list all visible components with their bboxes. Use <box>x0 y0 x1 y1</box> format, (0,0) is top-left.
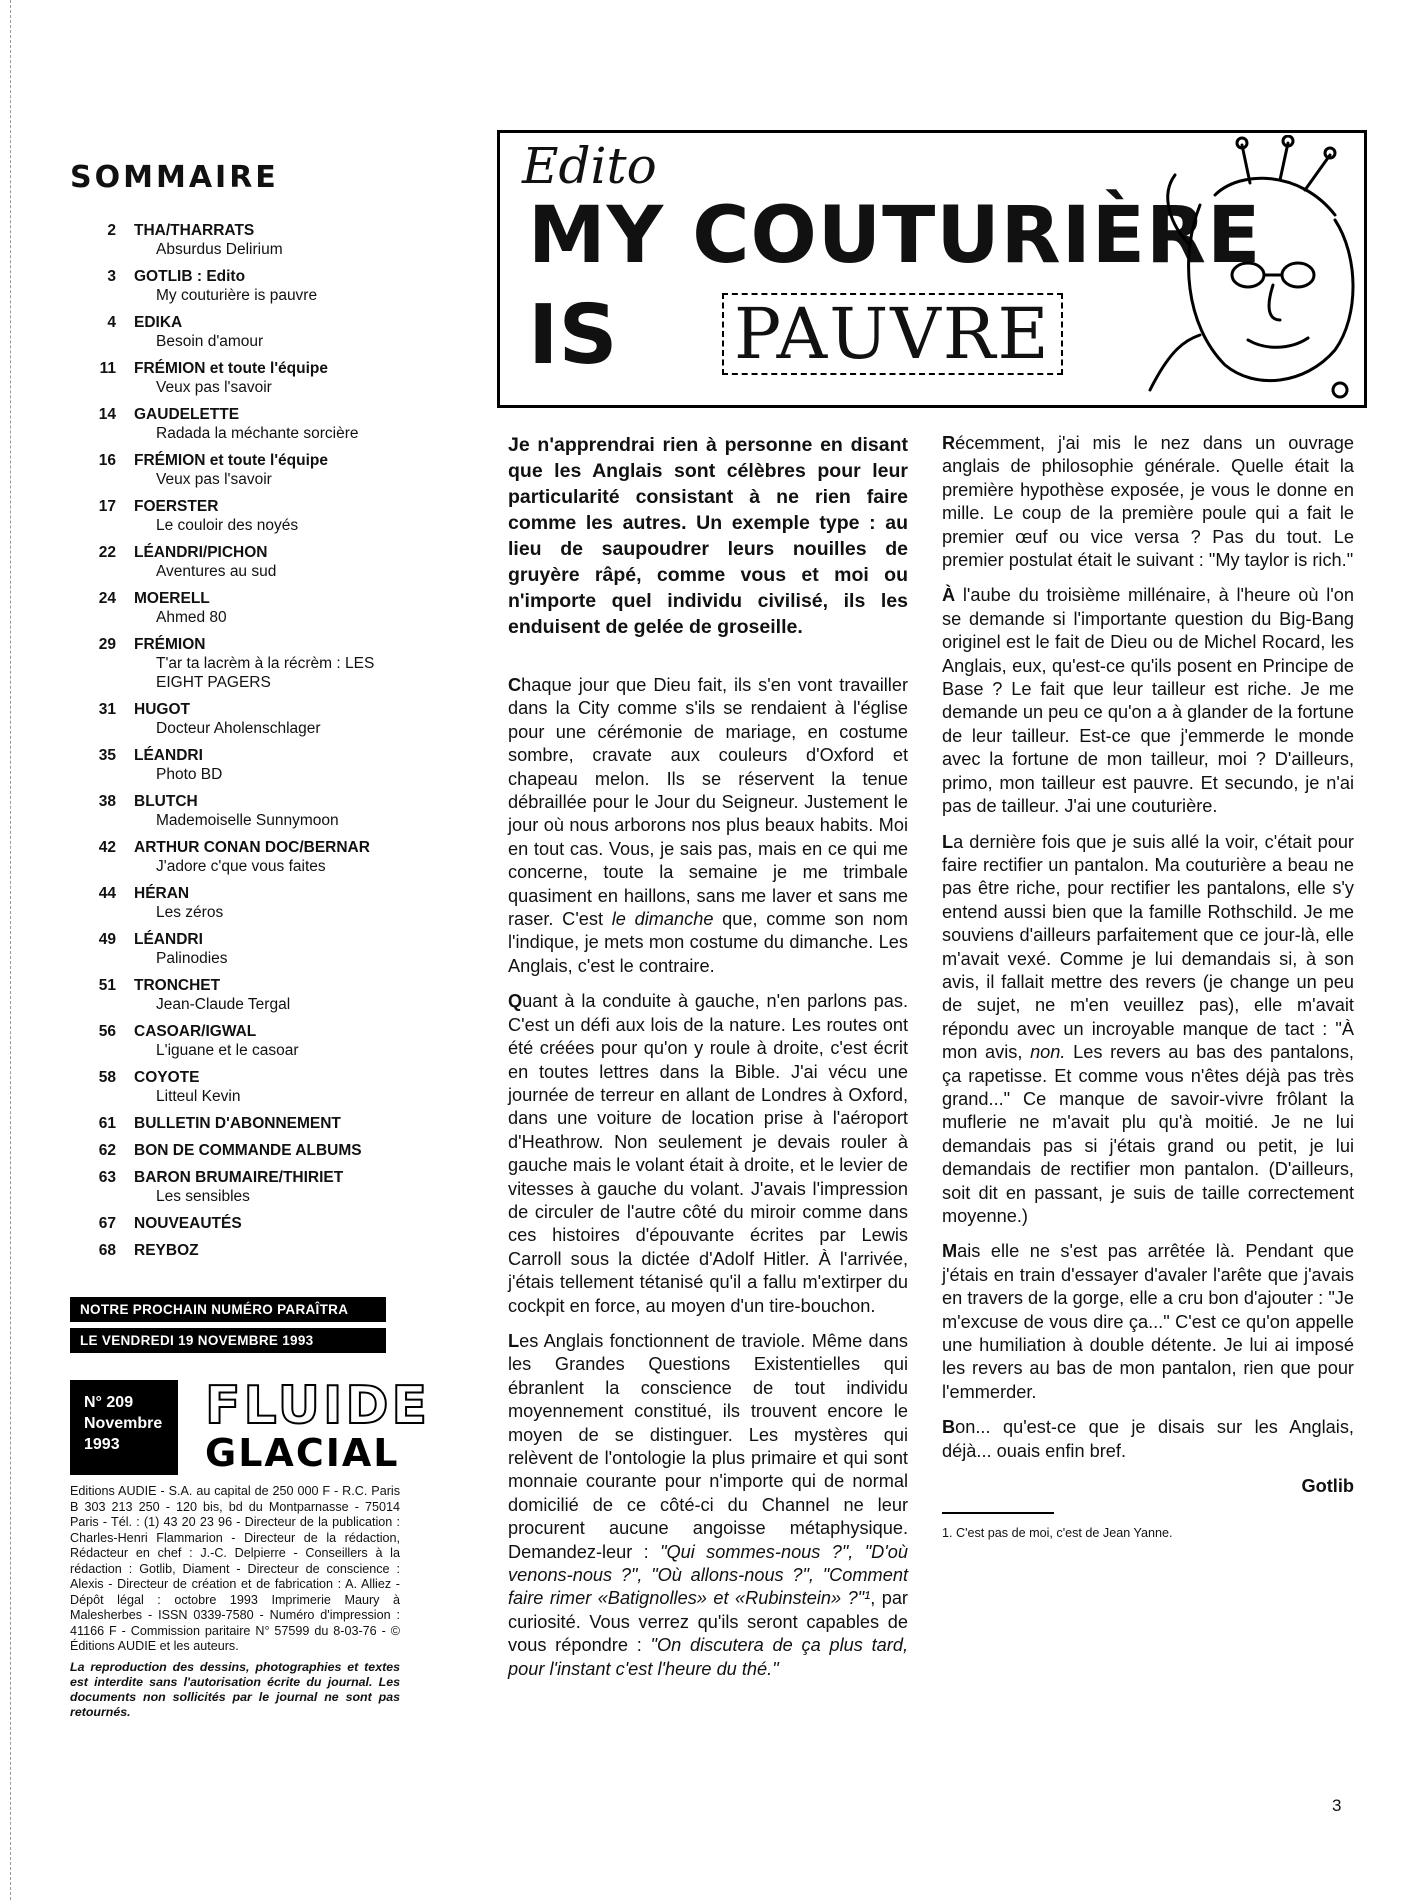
sommaire-item <box>70 838 405 876</box>
paragraph-text: ais elle ne s'est pas arrêtée là. Pendant que j'étais en train d'essayer d'avaler l'arête que j'avais en travers de la gorge, elle a cru bon d'ajouter : "Je m'excuse de vous dire ça..." C'est ce qu'on appelle une humiliation à double détente. Je lui ai imposé les revers au bas de mon pantalon, rien que pour l'emmerder. <box>942 1241 1354 1402</box>
sommaire-item <box>70 635 405 692</box>
sommaire-page-number: 68 <box>98 1242 116 1259</box>
sommaire-page-number: 29 <box>98 636 116 653</box>
page-number: 3 <box>1332 1796 1342 1815</box>
sommaire-page-number: 11 <box>99 360 116 377</box>
paragraph-text: on... qu'est-ce que je disais sur les Anglais, déjà... ouais enfin bref. <box>942 1417 1354 1461</box>
sommaire-entry-text <box>134 976 405 1014</box>
sommaire-author: LÉANDRI <box>134 747 203 764</box>
sommaire-entry-text <box>134 930 405 968</box>
logo-line-1: FLUIDE <box>205 1376 431 1436</box>
sommaire-story: My couturière is pauvre <box>156 287 318 304</box>
sommaire-page-number: 56 <box>98 1023 116 1040</box>
drop-letter: M <box>942 1241 958 1262</box>
sommaire-entry-text <box>134 1168 405 1206</box>
sommaire-item <box>70 267 405 305</box>
sommaire-entry-text <box>134 589 405 627</box>
article-signature: Gotlib <box>1301 1476 1354 1497</box>
article-paragraph-5 <box>942 584 1354 818</box>
sommaire-story: Palinodies <box>156 950 228 967</box>
sommaire-story: Photo BD <box>156 766 223 783</box>
drop-letter: R <box>942 433 956 453</box>
sommaire-item <box>70 543 405 581</box>
sommaire-page-number: 17 <box>98 498 116 515</box>
edito-header <box>497 130 1367 408</box>
sommaire-item <box>70 221 405 259</box>
drop-letter: Q <box>508 991 523 1012</box>
sommaire-page-number: 22 <box>98 544 116 561</box>
paragraph-text: l'aube du troisième millénaire, à l'heure où l'on se demande si l'importante question du Big-Bang originel est le fait de Dieu ou de Michel Rocard, les Anglais, eux, qu'est-ce qu'ils posent en Principe de Base ? Le fait que leur tailleur est riche. Je me demande un peu ce qu'on a à glander de la fortune de leur tailleur. Est-ce que j'emmerde le monde avec la fortune de mon tailleur, moi ? D'ailleurs, primo, mon tailleur est pauvre. Et secundo, je n'ai pas de tailleur. J'ai une couturière. <box>942 585 1354 817</box>
sommaire-item <box>70 1168 405 1206</box>
paragraph-italic: "Qui sommes-nous ?", "D'où venons-nous ?", "Où allons-nous ?", "Comment faire rimer «Batignolles» et «Rubinstein» ?"¹ <box>508 1541 908 1609</box>
sommaire-story: Veux pas l'savoir <box>156 471 272 488</box>
article-lead: Je n'apprendrai rien à personne en disant que les Anglais sont célèbres pour leur particularité consistant à ne rien faire comme les autres. Un exemple type : au lieu de saupoudrer leurs nouilles de gruyère râpé, comme vous et moi ou n'importe quel individu civilisé, ils les enduisent de gelée de groseille. <box>508 434 908 638</box>
sommaire-item <box>70 1068 405 1106</box>
sommaire-page-number: 67 <box>98 1215 116 1232</box>
sommaire-entry-text <box>134 313 405 351</box>
drop-letter: À <box>942 585 956 606</box>
sommaire-author: FRÉMION <box>134 636 206 653</box>
edito-title-is: IS <box>528 288 618 383</box>
sommaire-page-number: 44 <box>98 885 116 902</box>
sommaire-page-number: 38 <box>98 793 116 810</box>
sommaire-story: T'ar ta lacrèm à la récrèm : LES EIGHT PAGERS <box>156 655 375 691</box>
sommaire-author: COYOTE <box>134 1069 200 1086</box>
sommaire-author: FOERSTER <box>134 498 219 515</box>
sommaire-entry-text <box>134 221 405 259</box>
sommaire-story: Aventures au sud <box>156 563 277 580</box>
sommaire-entry-text <box>134 543 405 581</box>
sommaire-story: J'adore c'que vous faites <box>156 858 326 875</box>
sommaire-item <box>70 930 405 968</box>
drop-letter: L <box>942 831 954 852</box>
logo-line-2: GLACIAL <box>205 1431 400 1475</box>
article-column-1 <box>508 432 908 1693</box>
sommaire-entry-text <box>134 792 405 830</box>
sommaire-entry-text <box>134 267 405 305</box>
sommaire-section <box>70 160 405 1268</box>
sommaire-author: HUGOT <box>134 701 190 718</box>
article-paragraph-6 <box>942 831 1354 1229</box>
sommaire-entry-text <box>134 1022 405 1060</box>
sommaire-entry-text <box>134 1068 405 1106</box>
sommaire-entry-text <box>134 1114 405 1133</box>
sommaire-author: ARTHUR CONAN DOC/BERNAR <box>134 839 370 856</box>
sommaire-title: SOMMAIRE <box>70 160 279 195</box>
sommaire-author: BON DE COMMANDE ALBUMS <box>134 1142 362 1159</box>
sommaire-list <box>70 221 405 1260</box>
sommaire-entry-text <box>134 1141 405 1160</box>
sommaire-entry-text <box>134 451 405 489</box>
issue-info-box <box>70 1380 178 1475</box>
sommaire-author: FRÉMION et toute l'équipe <box>134 452 328 469</box>
sommaire-entry-text <box>134 405 405 443</box>
drop-letter: B <box>942 1417 956 1438</box>
article-footnote: 1. C'est pas de moi, c'est de Jean Yanne. <box>942 1526 1173 1541</box>
sommaire-item <box>70 451 405 489</box>
sommaire-item <box>70 976 405 1014</box>
sommaire-story: Litteul Kevin <box>156 1088 241 1105</box>
sommaire-item <box>70 1141 405 1160</box>
sommaire-story: Ahmed 80 <box>156 609 227 626</box>
sommaire-story: Mademoiselle Sunnymoon <box>156 812 339 829</box>
article-paragraph-3 <box>508 1330 908 1681</box>
sommaire-page-number: 63 <box>98 1169 116 1186</box>
sommaire-story: L'iguane et le casoar <box>156 1042 299 1059</box>
legal-notice: La reproduction des dessins, photographies et textes est interdite sans l'autorisation écrite du journal. Les documents non sollicités par le journal ne sont pas retournés. <box>70 1660 400 1719</box>
article-column-2 <box>942 432 1354 1553</box>
paragraph-italic: non. <box>1030 1042 1066 1063</box>
sommaire-item <box>70 359 405 397</box>
paragraph-italic: "On discutera de ça plus tard, pour l'instant c'est l'heure du thé." <box>508 1635 908 1679</box>
article-paragraph-7 <box>942 1240 1354 1404</box>
sommaire-author: CASOAR/IGWAL <box>134 1023 257 1040</box>
paragraph-italic: le dimanche <box>611 909 714 930</box>
sommaire-story: Besoin d'amour <box>156 333 264 350</box>
next-issue-line-2: LE VENDREDI 19 NOVEMBRE 1993 <box>70 1328 386 1353</box>
sommaire-author: EDIKA <box>134 314 183 331</box>
next-issue-line-1: NOTRE PROCHAIN NUMÉRO PARAÎTRA <box>70 1297 386 1322</box>
sommaire-entry-text <box>134 497 405 535</box>
paragraph-text: écemment, j'ai mis le nez dans un ouvrage anglais de philosophie générale. Quelle était la première hypothèse exposée, je vous le donne en mille. Le coup de la première poule qui a fait le premier œuf ou vice versa ? Pas du tout. Le premier postulat était le suivant : "My taylor is rich." <box>942 433 1354 571</box>
sommaire-story: Les sensibles <box>156 1188 250 1205</box>
issue-number: N° 209 <box>84 1394 134 1411</box>
sommaire-page-number: 61 <box>98 1115 116 1132</box>
sommaire-item <box>70 1114 405 1133</box>
sommaire-entry-text <box>134 700 405 738</box>
issue-month: Novembre <box>84 1415 163 1432</box>
sommaire-page-number: 24 <box>98 590 116 607</box>
sommaire-entry-text <box>134 746 405 784</box>
edito-title-line-1: MY COUTURIÈRE <box>528 191 1262 281</box>
sommaire-author: BULLETIN D'ABONNEMENT <box>134 1115 341 1132</box>
sommaire-page-number: 42 <box>98 839 116 856</box>
paragraph-text: a dernière fois que je suis allé la voir, c'était pour faire rectifier un pantalon. Ma couturière a beau ne pas être riche, pour rectifier les pantalons, elle s'y entend aussi bien que la famille Rothschild. Je me souviens d'ailleurs parfaitement que ce jour-là, elle m'avait vexé. Comme je lui demandais si, à son avis, il fallait mettre des revers (je change un peu de sujet, ne m'en veuillez pas), elle m'avait répondu avec un incroyable manque de tact : "À mon avis, <box>942 831 1354 1063</box>
sommaire-item <box>70 1241 405 1260</box>
sommaire-item <box>70 1214 405 1233</box>
edito-label: Edito <box>522 137 657 195</box>
sommaire-entry-text <box>134 1214 405 1233</box>
sommaire-story: Absurdus Delirium <box>156 241 283 258</box>
sommaire-entry-text <box>134 635 405 692</box>
crop-guide-line <box>10 0 11 1900</box>
sommaire-author: THA/THARRATS <box>134 222 255 239</box>
article-paragraph-8 <box>942 1416 1354 1463</box>
paragraph-text: es Anglais fonctionnent de traviole. Même dans les Grandes Questions Existentielles qui ébranlent la conscience de tout individu moyennement constitué, ils trouvent encore le moyen de se distinguer. Les mystères qui relèvent de l'ontologie la plus primaire et qui sont monnaie courante pour n'importe qui de normal domicilié de ce côté-ci du Channel ne leur procurent aucune angoisse métaphysique. Demandez-leur : <box>508 1330 908 1562</box>
article-paragraph-1 <box>508 674 908 978</box>
sommaire-page-number: 31 <box>98 701 116 718</box>
sommaire-author: REYBOZ <box>134 1242 199 1259</box>
sommaire-entry-text <box>134 1241 405 1260</box>
article-paragraph-4 <box>942 432 1354 572</box>
sommaire-story: Veux pas l'savoir <box>156 379 272 396</box>
sommaire-story: Docteur Aholenschlager <box>156 720 321 737</box>
sommaire-author: GOTLIB : Edito <box>134 268 246 285</box>
sommaire-page-number: 4 <box>107 314 116 331</box>
sommaire-page-number: 35 <box>98 747 116 764</box>
sommaire-item <box>70 792 405 830</box>
sommaire-author: HÉRAN <box>134 885 190 902</box>
drop-letter: L <box>508 1330 520 1351</box>
paragraph-text: haque jour que Dieu fait, ils s'en vont travailler dans la City comme s'ils se rendaient à l'église pour une cérémonie de mariage, en costume sombre, cravate aux couleurs d'Oxford et chapeau melon. Ils se réservent la tenue débraillée pour le Jour du Seigneur. Justement le jour où nous arborons nos plus beaux habits. Moi en tout cas. Vous, je sais pas, mais en ce qui me concerne, toute la semaine je me trimbale quasiment en haillons, sans me laver et sans me raser. C'est <box>508 675 908 930</box>
sommaire-author: GAUDELETTE <box>134 406 240 423</box>
footnote-divider <box>942 1512 1054 1514</box>
sommaire-page-number: 49 <box>98 931 116 948</box>
fluide-glacial-logo <box>205 1376 431 1478</box>
sommaire-entry-text <box>134 884 405 922</box>
sommaire-item <box>70 884 405 922</box>
sommaire-author: BLUTCH <box>134 793 198 810</box>
paragraph-text: Les revers au bas des pantalons, ça rapetisse. Et comme vous n'êtes déjà pas très grand..." Ce manque de savoir-vivre frôlant la muflerie ne m'avait plu qu'à moitié. Je ne lui demandais pas si j'étais grand ou petit, je lui demandais de rectifier mon pantalon. (D'ailleurs, soit dit en passant, je suis de taille correctement moyenne.) <box>942 1042 1354 1226</box>
sommaire-author: BARON BRUMAIRE/THIRIET <box>134 1169 344 1186</box>
sommaire-story: Jean-Claude Tergal <box>156 996 291 1013</box>
sommaire-author: FRÉMION et toute l'équipe <box>134 360 328 377</box>
sommaire-page-number: 51 <box>98 977 116 994</box>
next-issue-notice <box>70 1297 386 1359</box>
sommaire-item <box>70 746 405 784</box>
paragraph-text: uant à la conduite à gauche, n'en parlons pas. C'est un défi aux lois de la nature. Les routes ont été créées pour qu'on y roule à droite, c'est écrit en toutes lettres dans la Bible. J'ai vécu une journée de terreur en allant de Londres à Oxford, dans une voiture de location prise à l'aéroport d'Heathrow. Non seulement je devais rouler à gauche mais le volant était à droite, et le levier de vitesses à gauche du volant. J'avais l'impression de circuler de l'autre côté du miroir comme dans ces histoires d'épouvante écrites par Lewis Carroll sous la dictée d'Adolf Hitler. À l'arrivée, j'étais tellement tétanisé qu'il a fallu m'extirper du cockpit en force, au moyen d'un tire-bouchon. <box>508 991 908 1316</box>
sommaire-author: LÉANDRI <box>134 931 203 948</box>
sommaire-entry-text <box>134 359 405 397</box>
sommaire-item <box>70 1022 405 1060</box>
imprint-text: Editions AUDIE - S.A. au capital de 250 000 F - R.C. Paris B 303 213 250 - 120 bis, bd du Montparnasse - 75014 Paris - Tél. : (1) 43 20 23 96 - Directeur de la publication : Charles-Henri Flammarion - Directeur de la rédaction, Rédacteur en chef : J.-C. Delpierre - Conseillers à la rédaction : Gotlib, Diament - Directeur de conscience : Alexis - Directeur de création et de fabrication : A. Alliez - Dépôt légal : octobre 1993 Imprimerie Maury à Malesherbes - ISSN 0339-7580 - Numéro d'impression : 41166 F - Commission paritaire N° 57599 du 8-03-76 - © Éditions AUDIE et les auteurs. <box>70 1484 400 1653</box>
article-paragraph-2 <box>508 990 908 1318</box>
sommaire-author: LÉANDRI/PICHON <box>134 544 268 561</box>
sommaire-page-number: 58 <box>98 1069 116 1086</box>
author-caricature-illustration <box>1130 135 1366 405</box>
sommaire-author: MOERELL <box>134 590 210 607</box>
edito-title-pauvre: PAUVRE <box>722 293 1063 375</box>
sommaire-author: TRONCHET <box>134 977 221 994</box>
sommaire-story: Les zéros <box>156 904 224 921</box>
sommaire-item <box>70 589 405 627</box>
paragraph-text: que, comme son nom l'indique, je mets mon costume du dimanche. Les Anglais, c'est le contraire. <box>508 909 908 976</box>
sommaire-page-number: 62 <box>98 1142 116 1159</box>
sommaire-story: Radada la méchante sorcière <box>156 425 359 442</box>
paragraph-text: , par curiosité. Vous verrez qu'ils seront capables de vous répondre : <box>508 1588 908 1656</box>
sommaire-page-number: 16 <box>98 452 116 469</box>
sommaire-item <box>70 313 405 351</box>
sommaire-author: NOUVEAUTÉS <box>134 1215 242 1232</box>
sommaire-story: Le couloir des noyés <box>156 517 299 534</box>
sommaire-item <box>70 497 405 535</box>
sommaire-item <box>70 700 405 738</box>
sommaire-page-number: 14 <box>98 406 116 423</box>
sommaire-item <box>70 405 405 443</box>
drop-letter: C <box>508 675 522 695</box>
sommaire-page-number: 3 <box>107 268 116 285</box>
issue-year: 1993 <box>84 1436 120 1453</box>
sommaire-entry-text <box>134 838 405 876</box>
sommaire-page-number: 2 <box>107 222 116 239</box>
